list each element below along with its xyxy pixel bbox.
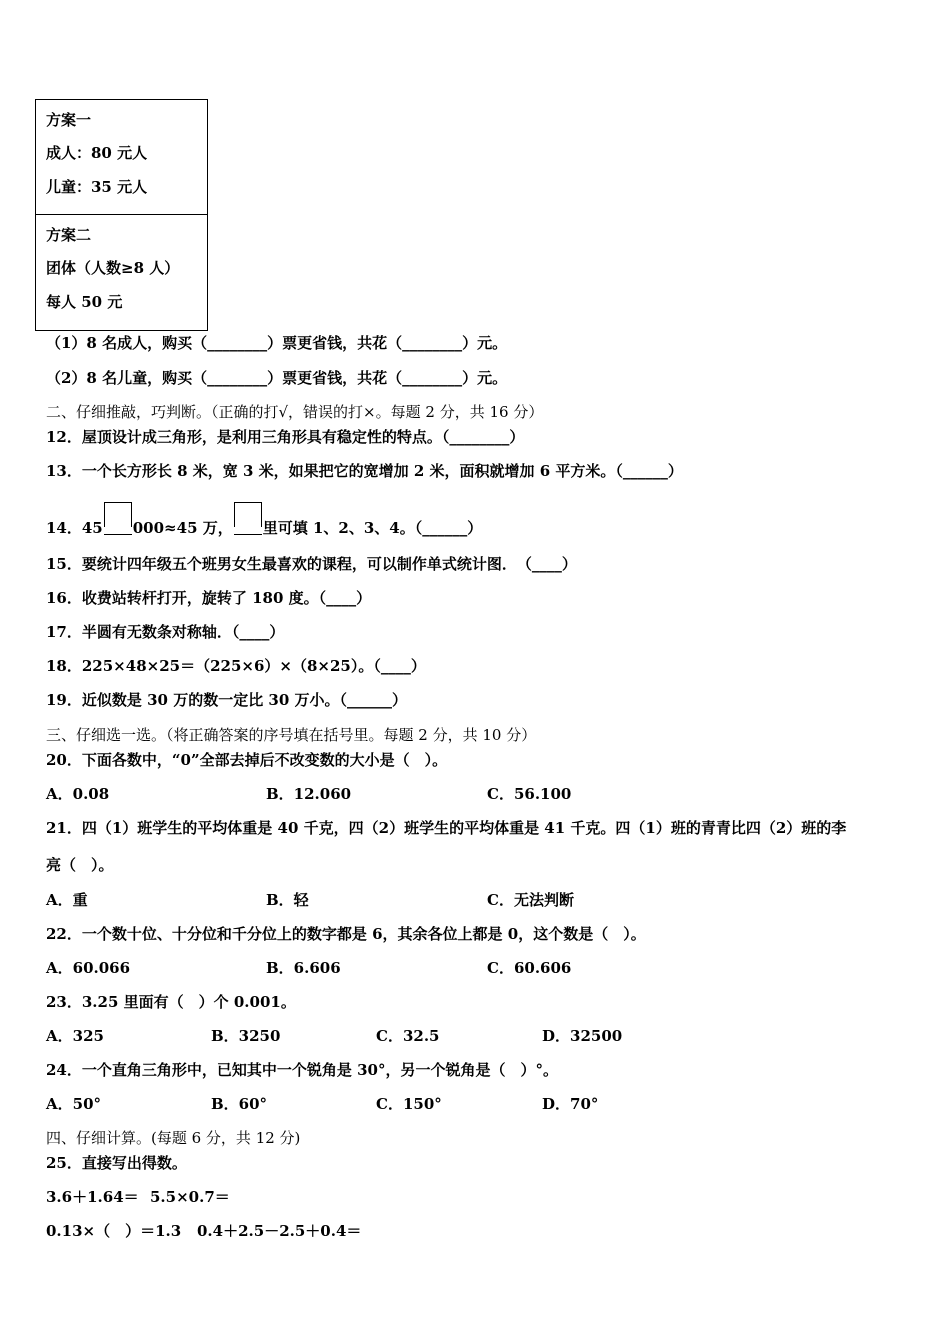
- section4-title: 四、仔细计算。(每题 6 分，共 12 分): [46, 1129, 301, 1147]
- q22-option-a: A．60.066: [46, 959, 131, 977]
- pricing-plan-box: [35, 99, 208, 331]
- q14-part-b: 000≈45 万，: [132, 519, 233, 537]
- q19: 19．近似数是 30 万的数一定比 30 万小。（______）: [46, 691, 408, 709]
- digit-blank-box: [104, 502, 132, 527]
- q24-option-c: C．150°: [376, 1095, 442, 1113]
- q23-option-b: B．3250: [211, 1027, 281, 1045]
- q24: 24．一个直角三角形中，已知其中一个锐角是 30°，另一个锐角是（ ）°。: [46, 1061, 558, 1079]
- q20: 20．下面各数中，“0”全部去掉后不改变数的大小是（ ）。: [46, 751, 448, 769]
- calc-item: 5.5×0.7＝: [150, 1188, 230, 1206]
- q23-option-c: C．32.5: [376, 1027, 440, 1045]
- q20-option-a: A．0.08: [46, 785, 110, 803]
- plan-divider: [36, 214, 207, 215]
- plan2-price: 每人 50 元: [46, 293, 123, 311]
- calc-item: 3.6＋1.64＝: [46, 1188, 139, 1206]
- q23-option-a: A．325: [46, 1027, 104, 1045]
- q21-option-c: C．无法判断: [487, 891, 574, 909]
- plan1-adult-price: 成人：80 元人: [46, 144, 148, 162]
- q20-option-b: B．12.060: [266, 785, 352, 803]
- q20-option-c: C．56.100: [487, 785, 572, 803]
- q21-line2: 亮（ ）。: [46, 856, 114, 874]
- q23-option-d: D．32500: [542, 1027, 623, 1045]
- q24-option-a: A．50°: [46, 1095, 102, 1113]
- q17: 17．半圆有无数条对称轴．（____）: [46, 623, 285, 641]
- q21-option-b: B．轻: [266, 891, 309, 909]
- q15: 15．要统计四年级五个班男女生最喜欢的课程，可以制作单式统计图． （____）: [46, 555, 577, 573]
- q21-option-a: A．重: [46, 891, 88, 909]
- q13: 13．一个长方形长 8 米，宽 3 米，如果把它的宽增加 2 米，面积就增加 6 平方米。（______）: [46, 462, 683, 480]
- q23: 23．3.25 里面有（ ）个 0.001。: [46, 993, 296, 1011]
- q18: 18．225×48×25＝（225×6）×（8×25）。（____）: [46, 657, 426, 675]
- q14: [46, 508, 482, 538]
- q12: 12．屋顶设计成三角形，是利用三角形具有稳定性的特点。（________）: [46, 428, 525, 446]
- q22-option-b: B．6.606: [266, 959, 341, 977]
- q24-option-d: D．70°: [542, 1095, 599, 1113]
- q16: 16．收费站转杆打开，旋转了 180 度。（____）: [46, 589, 372, 607]
- calc-item: 0.4＋2.5－2.5＋0.4＝: [197, 1222, 362, 1240]
- calc-item: 0.13×（ ）＝1.3: [46, 1222, 182, 1240]
- q11-sub1: （1）8 名成人，购买（________）票更省钱，共花（________）元。: [46, 334, 508, 352]
- plan1-title: 方案一: [46, 111, 92, 129]
- q21-line1: 21．四（1）班学生的平均体重是 40 千克，四（2）班学生的平均体重是 41 千克。四（1）班的青青比四（2）班的李: [46, 819, 847, 837]
- section2-title: 二、仔细推敲，巧判断。（正确的打√，错误的打×。每题 2 分，共 16 分）: [46, 403, 544, 421]
- q14-part-a: 14．45: [46, 519, 103, 537]
- q22: 22．一个数十位、十分位和千分位上的数字都是 6，其余各位上都是 0，这个数是（ ）。: [46, 925, 646, 943]
- plan2-title: 方案二: [46, 226, 92, 244]
- plan2-group-condition: 团体（人数≥8 人）: [46, 259, 180, 277]
- q25: 25．直接写出得数。: [46, 1154, 187, 1172]
- q14-part-c: 里可填 1、2、3、4。（______）: [262, 519, 483, 537]
- plan1-child-price: 儿童：35 元人: [46, 178, 148, 196]
- q24-option-b: B．60°: [211, 1095, 268, 1113]
- q11-sub2: （2）8 名儿童，购买（________）票更省钱，共花（________）元。: [46, 369, 508, 387]
- q22-option-c: C．60.606: [487, 959, 572, 977]
- digit-blank-box: [234, 502, 262, 527]
- section3-title: 三、仔细选一选。（将正确答案的序号填在括号里。每题 2 分，共 10 分）: [46, 726, 537, 744]
